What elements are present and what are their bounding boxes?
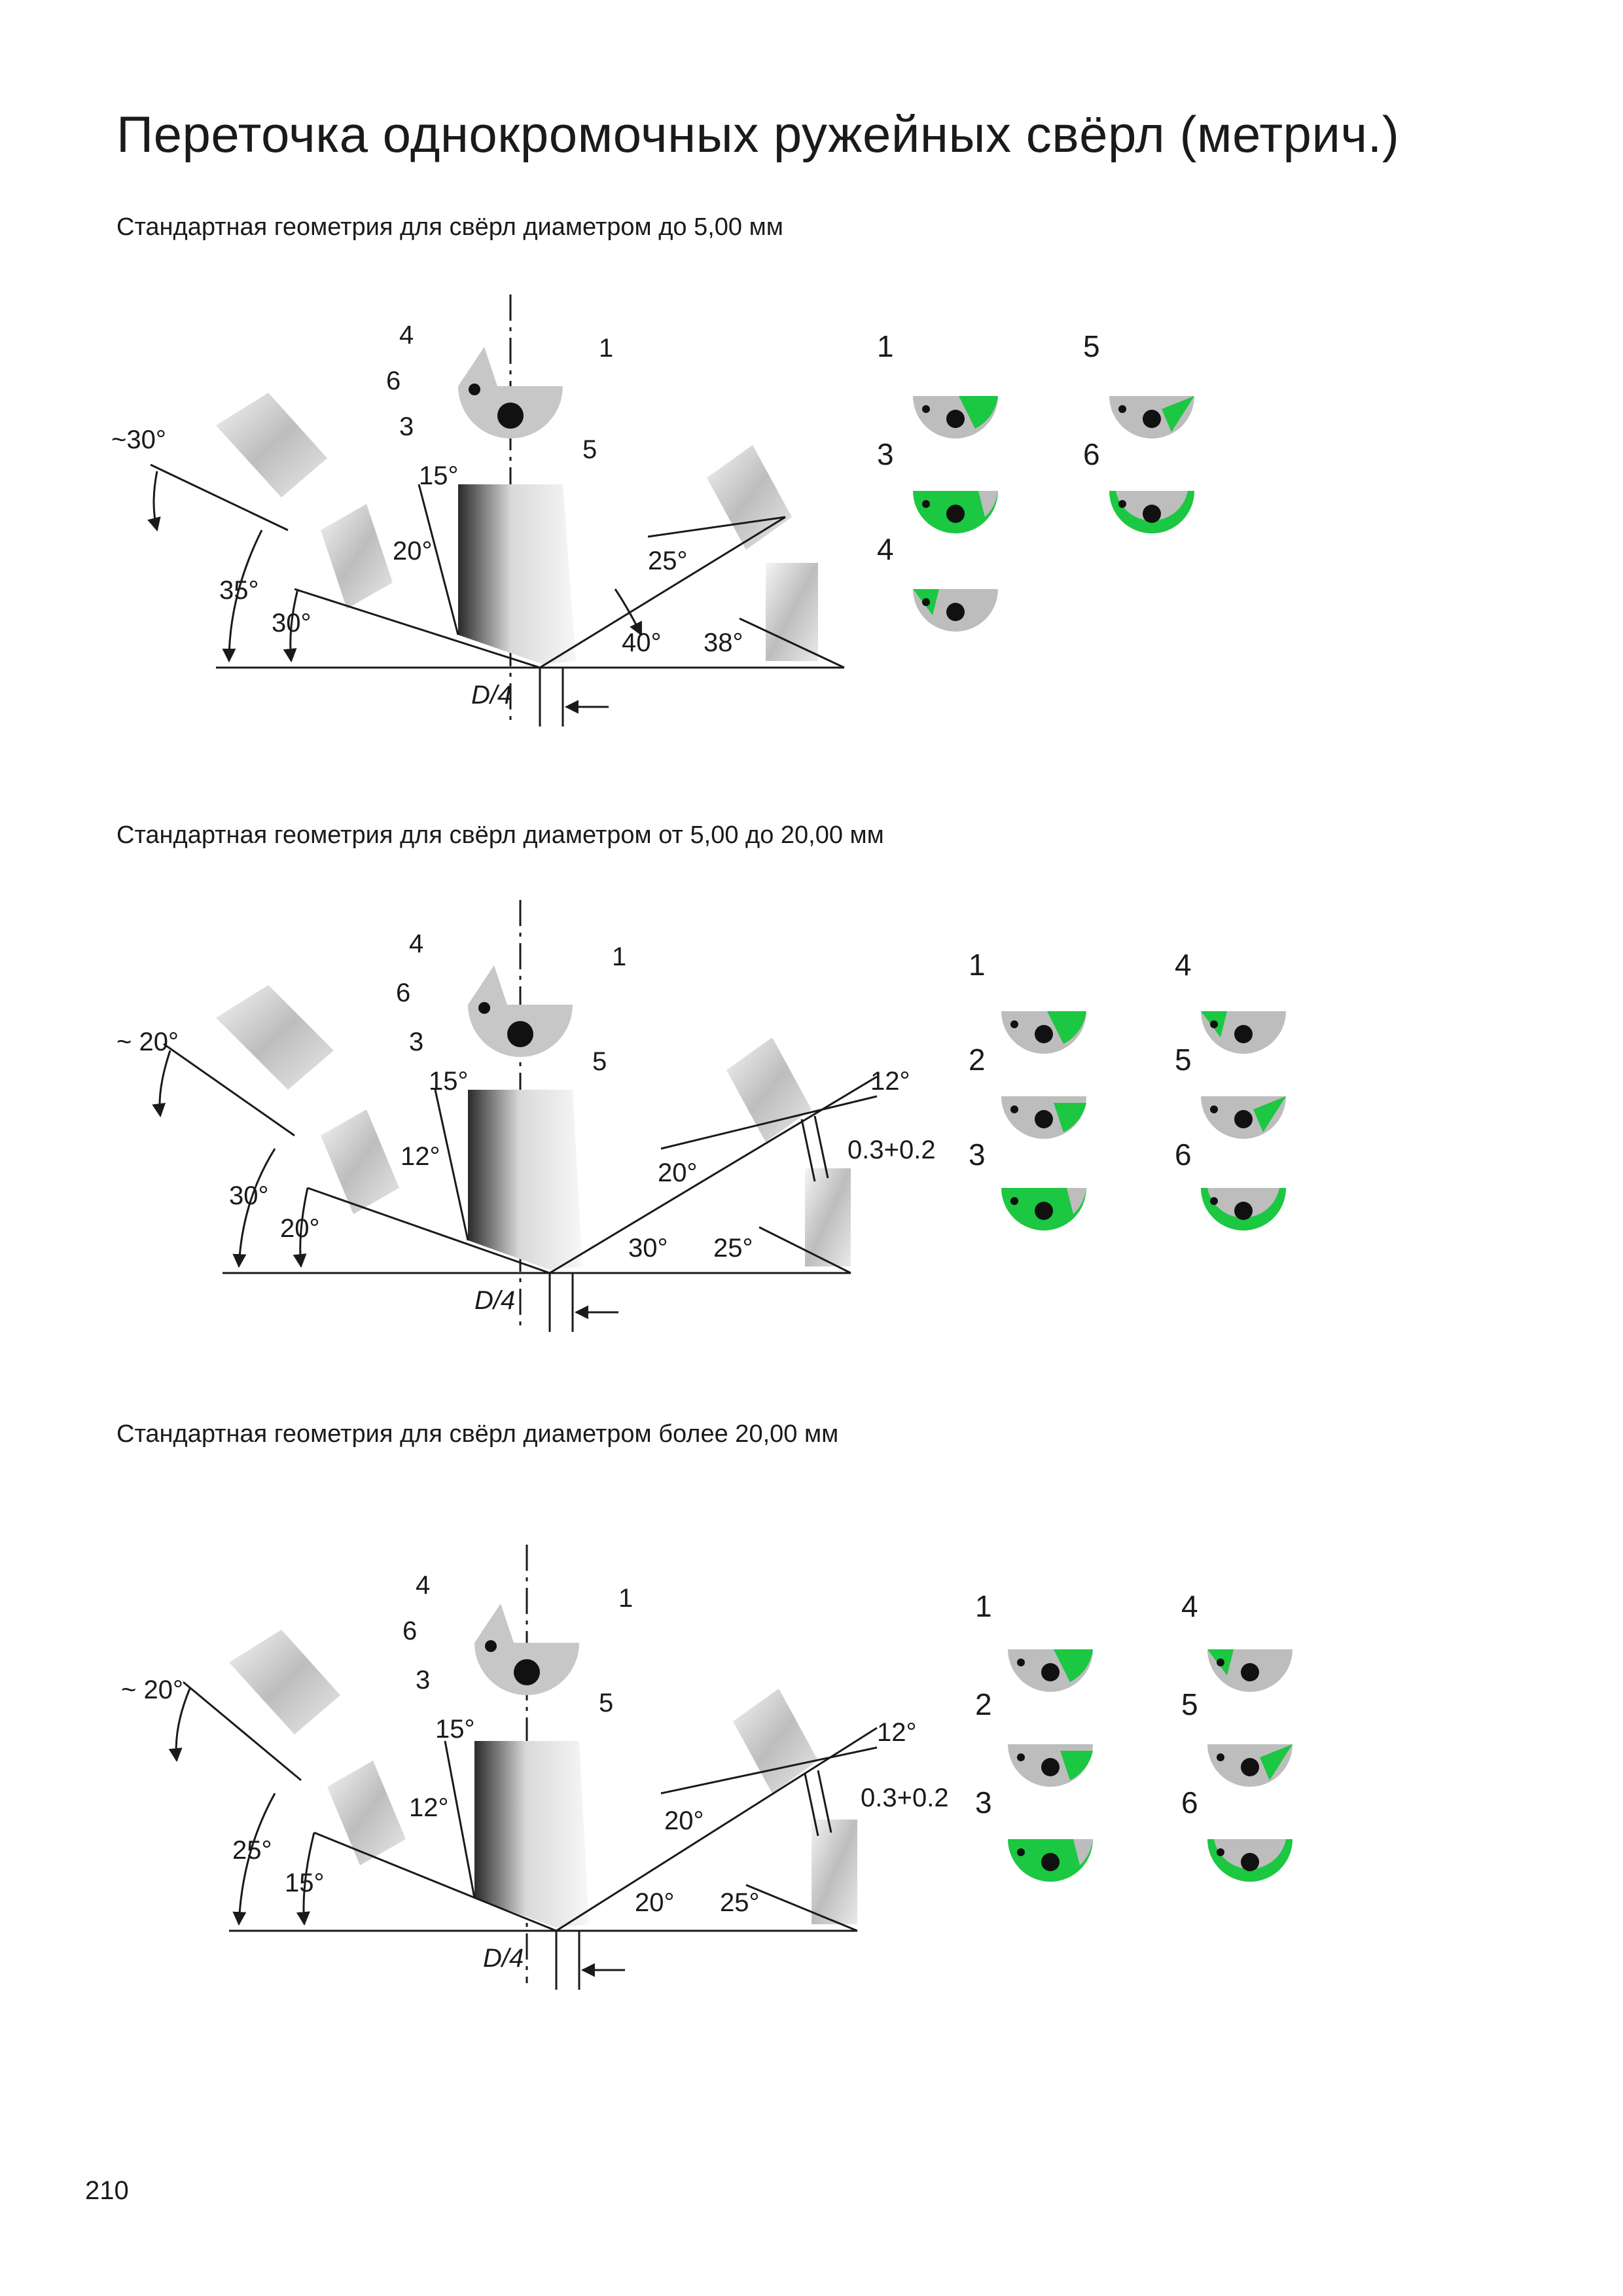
callout-6: 6 [402,1617,418,1645]
section-caption-small: Стандартная геометрия для свёрл диаметром до 5,00 мм [116,213,783,241]
cut-view-number: 2 [969,1043,986,1077]
cut-view-number: 6 [1175,1138,1192,1172]
callout-3: 3 [399,412,414,441]
angle-label: 12° [877,1718,917,1747]
callout-6: 6 [396,978,411,1007]
cut-view-number: 5 [1175,1043,1192,1077]
angle-label: ~ 20° [121,1676,183,1704]
geometry-drawing [0,874,1623,1371]
inner-stone [726,1037,812,1142]
geometry-diagram-small [0,268,1623,766]
drill-body [468,1090,582,1270]
angle-label: 15° [419,461,459,490]
callout-6: 6 [386,367,401,395]
angle-label: 25° [648,547,688,575]
angle-label: 12° [870,1067,910,1096]
drill-body [474,1741,589,1928]
callout-1: 1 [599,334,614,363]
cut-view-number: 6 [1083,437,1100,471]
geometry-diagram-medium [0,874,1623,1371]
callout-5: 5 [582,435,597,464]
cut-view-number: 1 [975,1589,992,1623]
angle-label: 40° [622,628,662,657]
outer-stone [216,985,334,1090]
callout-4: 4 [416,1571,431,1600]
cut-view-number: 3 [877,437,894,471]
drill-body [458,484,576,664]
geometry-diagram-large [0,1512,1623,2009]
outer-stone [216,393,327,497]
section-caption-medium: Стандартная геометрия для свёрл диаметром от 5,00 до 20,00 мм [116,821,884,849]
cut-view-number: 6 [1181,1785,1198,1820]
secondary-stone [321,504,393,609]
chamfer-label: 0.3+0.2 [847,1136,936,1164]
angle-label: 15° [429,1067,469,1096]
callout-4: 4 [409,929,424,958]
inner-stone-2 [805,1168,851,1266]
cut-views [969,948,1286,1230]
angle-label: ~ 20° [116,1028,179,1056]
page-title: Переточка однокромочных ружейных свёрл (метрич.) [116,105,1400,163]
angle-label: 30° [272,609,312,637]
angle-label: 15° [435,1715,475,1744]
angle-label: 12° [409,1793,449,1822]
angle-label: 25° [720,1888,760,1917]
angle-label: 35° [219,576,259,605]
cut-views [975,1589,1293,1882]
cut-view-number: 3 [975,1785,992,1820]
inner-stone [707,445,792,550]
chamfer-label: 0.3+0.2 [861,1784,949,1812]
angle-label: 20° [393,537,433,565]
angle-label: 20° [635,1888,675,1917]
callout-4: 4 [399,321,414,350]
angle-label: 20° [280,1214,320,1243]
outer-stone [229,1630,340,1734]
callout-1: 1 [618,1584,633,1613]
cut-view-number: 4 [1181,1589,1198,1623]
cut-view-number: 5 [1083,329,1100,363]
cut-view-number: 4 [1175,948,1192,982]
cut-view-number: 5 [1181,1687,1198,1721]
cut-view-number: 1 [877,329,894,363]
cut-view-number: 3 [969,1138,986,1172]
angle-label: 38° [704,628,743,657]
offset-label: D/4 [471,681,512,709]
angle-label: 20° [664,1806,704,1835]
angle-label: ~30° [111,425,166,454]
tool-cross-section [474,1604,579,1695]
callout-3: 3 [416,1666,431,1695]
angle-label: 30° [229,1181,269,1210]
geometry-drawing [0,268,1623,766]
page-number: 210 [85,2176,129,2205]
cut-view-number: 1 [969,948,986,982]
geometry-drawing [0,1512,1623,2009]
angle-label: 12° [401,1142,440,1171]
offset-label: D/4 [483,1944,524,1973]
cut-view-number: 2 [975,1687,992,1721]
callout-1: 1 [612,942,627,971]
offset-label: D/4 [474,1286,516,1315]
callout-5: 5 [592,1047,607,1076]
angle-label: 30° [628,1234,668,1263]
angle-label: 20° [658,1158,698,1187]
angle-label: 25° [232,1836,272,1865]
callout-3: 3 [409,1028,424,1056]
callout-5: 5 [599,1689,614,1717]
cut-views [877,329,1194,632]
secondary-stone [327,1761,406,1865]
section-caption-large: Стандартная геометрия для свёрл диаметром более 20,00 мм [116,1420,839,1448]
angle-label: 15° [285,1869,325,1897]
cut-view-number: 4 [877,532,894,566]
secondary-stone [321,1109,399,1214]
angle-label: 25° [713,1234,753,1263]
inner-stone-2 [766,563,818,661]
